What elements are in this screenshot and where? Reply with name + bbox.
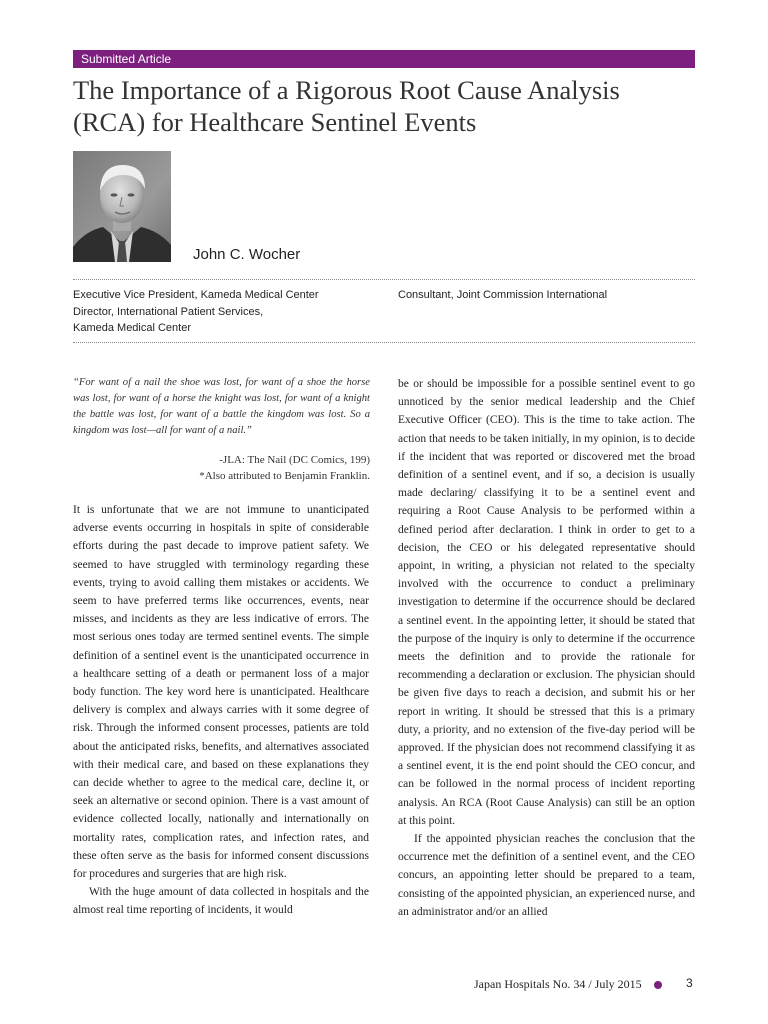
body-paragraph: It is unfortunate that we are not immune to unanticipated adverse events occurring in hospitals in spite of considerable efforts during the past decade to improve patient safety. We seemed to have struggled with terminology regarding these events, trying to avoid calling them mistakes or accidents. We seem to have preferred terms like occurrences, events, near misses, and incidents as they are less indicative of errors. The most serious ones today are termed sentinel events. The simple definition of a sentinel event is the unanticipated occurrence in a healthcare setting of a death or permanent loss of a major body function. The key word here is unanticipated. Healthcare delivery is complex and always carries with it some degree of risk. Through the informed consent processes, patients are told about the anticipated risks, benefits, and alternatives associated with their medical care, and based on these explanations they can decide whether to agree to the medical care, decline it, or seek an alternative or second opinion. There is a vast amount of evidence collected locally, nationally and internationally on mortality rates, complication rates, and infection rates, and these often serve as the basis for informed consent discussions for procedures and surgeries that are high risk. xyxy=(73,504,369,881)
divider-bottom xyxy=(73,342,695,343)
epigraph-note: *Also attributed to Benjamin Franklin. xyxy=(199,470,370,482)
affiliation-line: Executive Vice President, Kameda Medical Center xyxy=(73,289,319,301)
body-paragraph: be or should be impossible for a possible sentinel event to go unnoticed by the senior medical leadership and the Chief Executive Officer (CEO). This is the time to take action. The action that needs to be taken initially, in my opinion, is to decide if the incident that was reported or discovered met the broad definition of a sentinel event, and if so, a decision is usually made declaring/ classifying it to be a sentinel event and requiring a Root Cause Analysis to be performed within a defined period after declaration. I think in order to get to a decision, the CEO or his delegated representative should appoint, in writing, a physician not related to the specialty involved with the occurrence to conduct a preliminary investigation to determine if the occurrence should be declared a sentinel event. In the appointing letter, it should be stated that the purpose of the inquiry is only to determine if the occurrence meets the definition and to provide the rationale for recommending a declaration or exclusion. The physician should be given five days to reach a decision, and submit his or her report in writing. It should be stressed that this is a primary duty, a priority, and no extension of the five-day period will be approved. If the physician does not recommend classifying it as a sentinel event, it is the end point should the CEO concur, and can be followed in the normal process of incident reporting analysis. An RCA (Root Cause Analysis) can still be an option at this point. xyxy=(398,378,695,827)
article-title xyxy=(73,74,713,138)
affiliation-primary xyxy=(73,287,319,337)
affiliation-line: Director, International Patient Services, xyxy=(73,305,264,318)
article-title-line-2: (RCA) for Healthcare Sentinel Events xyxy=(73,107,477,137)
body-paragraph: With the huge amount of data collected in hospitals and the almost real time reporting of incidents, it would xyxy=(73,886,369,917)
article-title-line-1: The Importance of a Rigorous Root Cause Analysis xyxy=(73,75,620,105)
footer-publication: Japan Hospitals No. 34 / July 2015 xyxy=(474,977,642,991)
author-photo xyxy=(73,151,171,262)
affiliation-line: Kameda Medical Center xyxy=(73,322,192,334)
section-label: Submitted Article xyxy=(81,52,172,66)
body-paragraph: If the appointed physician reaches the conclusion that the occurrence met the definition of a sentinel event, and the CEO concurs, an appointing letter should be prepared to a team, consisting of the appointed physician, an experienced nurse, and an administrator and/or an allied xyxy=(398,833,695,918)
epigraph-source: -JLA: The Nail (DC Comics, 199) xyxy=(219,454,370,466)
epigraph-quote: “For want of a nail the shoe was lost, for want of a shoe the horse was lost, for want of a horse the knight was lost, for want of a knight the battle was lost, for want of a battle the kingdom was lost. So a kingdom was lost—all for want of a nail.” xyxy=(73,377,370,436)
footer-dot-icon xyxy=(654,981,662,989)
body-column-right xyxy=(398,375,695,921)
section-banner xyxy=(73,50,695,68)
divider-top xyxy=(73,279,695,280)
affiliation-secondary: Consultant, Joint Commission International xyxy=(398,289,608,301)
author-name: John C. Wocher xyxy=(193,246,301,263)
body-column-left xyxy=(73,501,369,920)
page-number: 3 xyxy=(686,976,693,990)
